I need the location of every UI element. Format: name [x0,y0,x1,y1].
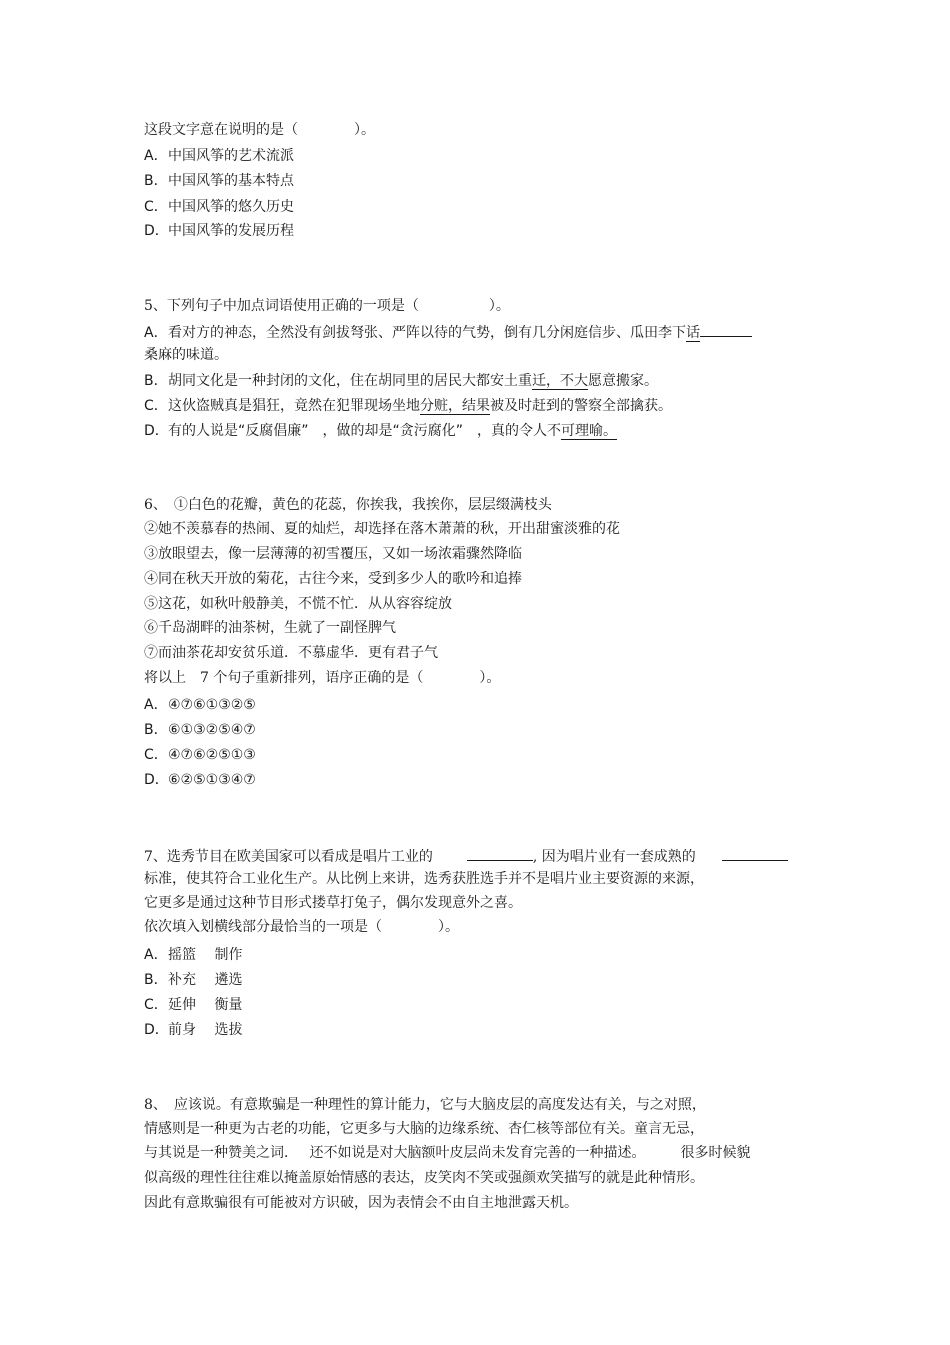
q7-text: , 因为唱片业有一套成熟的 [532,849,696,865]
option-text-tail: 愿意搬家。 [588,373,658,389]
option-key: D． [144,1022,169,1038]
q5-option-d [144,422,617,440]
q6-line-4: ④同在秋天开放的菊花，古往今来，受到多少人的歌吟和追捧 [144,571,522,587]
option-key: D． [144,772,169,788]
underline-blank [700,322,752,337]
q6-option-a [144,696,256,714]
option-key: C． [144,398,168,414]
option-key: B． [144,173,168,189]
q6-option-c [144,746,256,764]
option-text: ⑥②⑤①③④⑦ [168,772,256,788]
q6-option-b [144,721,256,739]
option-key: D． [144,223,169,239]
option-text: 补充 遴选 [168,972,243,988]
q5-option-a [144,322,752,342]
option-key: C． [144,747,168,763]
q6-line-2: ②她不羡慕春的热闹、夏的灿烂，却选择在落木萧萧的秋，开出甜蜜淡雅的花 [144,521,620,537]
q4-option-d [144,222,294,240]
q7-option-c [144,996,242,1014]
q5-option-b [144,372,658,390]
q6-line-5: ⑤这花，如秋叶般静美，不慌不忙．从从容容绽放 [144,596,452,612]
q4-stem: 这段文字意在说明的是（ ）。 [144,122,375,138]
q7-text: 7、选秀节目在欧美国家可以看成是唱片工业的 [144,849,433,865]
option-key: B． [144,972,168,988]
option-text-tail: 被及时赶到的警察全部擒获。 [490,398,672,414]
q4-option-c [144,198,294,216]
option-text: ④⑦⑥②⑤①③ [168,747,256,763]
q6-line-3: ③放眼望去，像一层薄薄的初雪覆压，又如一场浓霜骤然降临 [144,546,522,562]
option-text: ④⑦⑥①③②⑤ [168,697,256,713]
q8-line-3: 与其说是一种赞美之词． 还不如说是对大脑额叶皮层尚未发育完善的一种描述。 很多时候貌 [144,1145,751,1161]
fill-blank-1 [467,846,533,861]
q6-line-1: 6、 ①白色的花瓣，黄色的花蕊，你挨我，我挨你，层层缀满枝头 [144,497,552,513]
q5-option-c [144,397,672,415]
fill-blank-2 [722,846,788,861]
option-key: A． [144,325,168,341]
option-text: 中国风筝的悠久历史 [168,199,294,215]
underlined-word: 迁，不大 [532,373,588,389]
option-key: B． [144,373,168,389]
q7-stem: 依次填入划横线部分最恰当的一项是（ ）。 [144,919,459,935]
q7-line-3: 它更多是通过这种节目形式搂草打兔子，偶尔发现意外之喜。 [144,895,522,911]
q7-line-1 [144,846,788,866]
option-key: A． [144,148,168,164]
option-text: 中国风筝的发展历程 [168,223,294,239]
q6-stem: 将以上 7 个句子重新排列，语序正确的是（ ）。 [144,670,501,686]
option-key: C． [144,199,168,215]
q6-option-d [144,771,256,789]
q7-line-2: 标准，使其符合工业化生产。从比例上来讲，选秀获胜选手并不是唱片业主要资源的来源， [144,871,704,887]
q8-line-1: 8、 应该说。有意欺骗是一种理性的算计能力，它与大脑皮层的高度发达有关，与之对照， [144,1097,706,1113]
q7-option-d [144,1021,242,1039]
q4-option-a [144,147,294,165]
option-text: 有的人说是“反腐倡廉” ，做的却是“贪污腐化” ，真的令人不 [168,423,562,439]
option-text: 中国风筝的艺术流派 [168,148,294,164]
option-text: 胡同文化是一种封闭的文化，住在胡同里的居民大都安土重 [168,373,532,389]
option-key: D． [144,423,169,439]
underlined-word: 分赃，结果 [420,398,490,414]
option-key: A． [144,697,168,713]
q8-line-5: 因此有意欺骗很有可能被对方识破，因为表情会不由自主地泄露天机。 [144,1195,578,1211]
underlined-word: 话 [686,325,700,341]
option-text: 看对方的神态，全然没有剑拔弩张、严阵以待的气势，倒有几分闲庭信步、瓜田李下 [168,325,686,341]
option-key: A． [144,947,168,963]
option-text: 这伙盗贼真是猖狂，竟然在犯罪现场坐地 [168,398,420,414]
option-text: 前身 选拔 [168,1022,243,1038]
option-text: 摇篮 制作 [168,947,243,963]
option-text: 延伸 衡量 [168,997,243,1013]
option-key: C． [144,997,168,1013]
q5-stem: 5、下列句子中加点词语使用正确的一项是（ ）。 [144,298,510,314]
q4-option-b [144,172,294,190]
q6-line-7: ⑦而油茶花却安贫乐道．不慕虚华．更有君子气 [144,645,438,661]
option-text: ⑥①③②⑤④⑦ [168,722,256,738]
q7-option-a [144,946,242,964]
q5-option-a-continued: 桑麻的味道。 [144,347,228,363]
option-key: B． [144,722,168,738]
option-text: 中国风筝的基本特点 [168,173,294,189]
q8-line-4: 似高级的理性往往难以掩盖原始情感的表达，皮笑肉不笑或强颜欢笑描写的就是此种情形。 [144,1170,704,1186]
q8-line-2: 情感则是一种更为古老的功能，它更多与大脑的边缘系统、杏仁核等部位有关。童言无忌， [144,1121,704,1137]
q7-option-b [144,971,242,989]
underlined-word: 可理喻。 [561,423,618,439]
q6-line-6: ⑥千岛湖畔的油茶树，生就了一副怪脾气 [144,620,396,636]
